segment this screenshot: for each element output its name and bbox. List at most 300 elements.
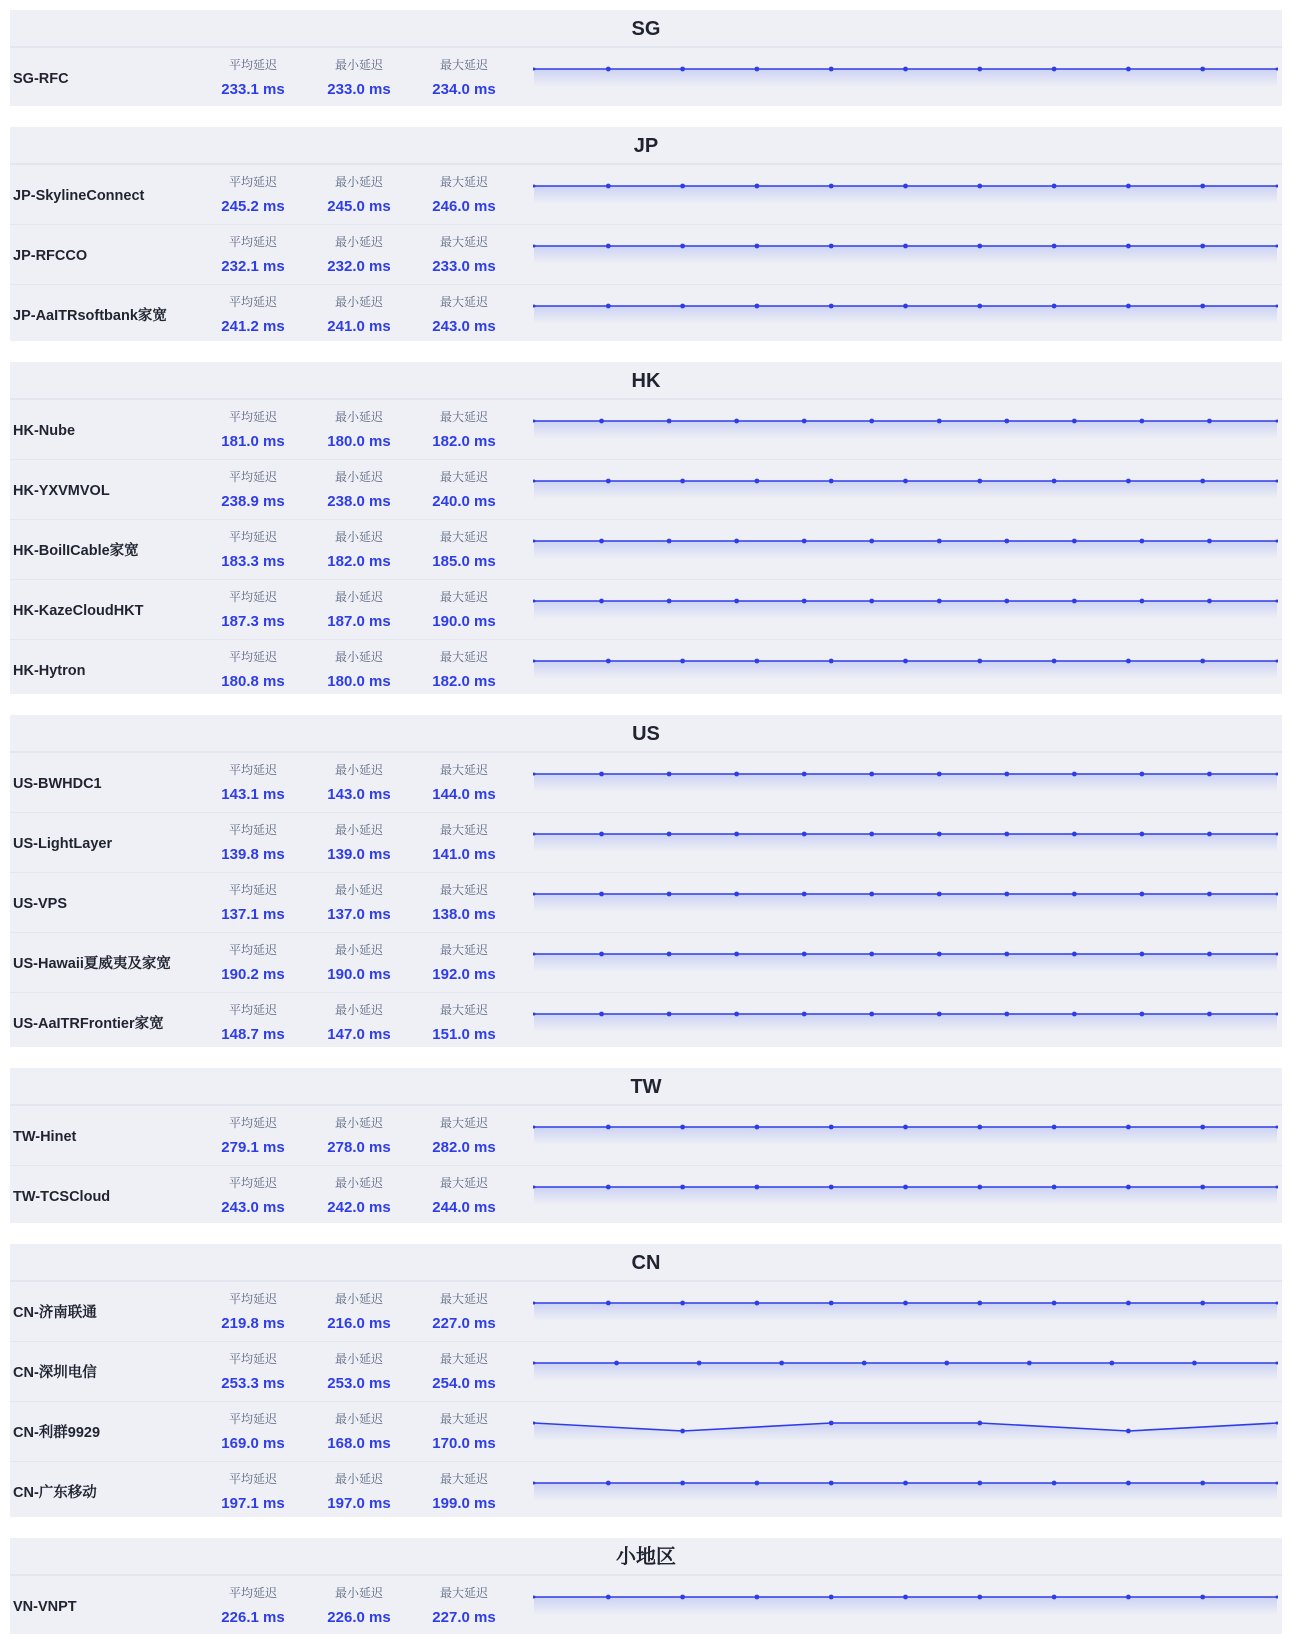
sparkline-point	[734, 832, 739, 837]
max-latency-stat	[409, 1292, 519, 1333]
sparkline-point	[1052, 1481, 1057, 1486]
sparkline-point	[599, 419, 604, 424]
node-name: CN-利群9929	[13, 1425, 101, 1441]
avg-latency-stat	[198, 1176, 308, 1217]
node-name: HK-KazeCloudHKT	[13, 603, 144, 619]
min-latency-stat	[304, 650, 414, 691]
region-title: TW	[630, 1076, 662, 1098]
min-latency-stat	[304, 590, 414, 631]
min-latency-label: 最小延迟	[334, 295, 383, 309]
avg-latency-value: 238.9 ms	[221, 493, 285, 510]
sparkline-point	[1052, 67, 1057, 72]
node-row[interactable]	[10, 992, 1282, 1052]
sparkline-point	[937, 419, 942, 424]
min-latency-stat	[304, 1003, 414, 1044]
avg-latency-stat	[198, 58, 308, 99]
sparkline-area	[534, 1363, 1277, 1381]
sparkline-point	[599, 772, 604, 777]
sparkline-point	[755, 1301, 760, 1306]
latency-sparkline	[533, 1282, 1278, 1341]
sparkline-point	[667, 952, 672, 957]
sparkline-point	[1052, 1301, 1057, 1306]
latency-sparkline	[533, 873, 1278, 932]
sparkline-point	[869, 832, 874, 837]
min-latency-label: 最小延迟	[334, 175, 383, 189]
sparkline-point	[1004, 599, 1009, 604]
max-latency-stat	[409, 1586, 519, 1627]
avg-latency-label: 平均延迟	[228, 590, 277, 604]
sparkline-point	[599, 832, 604, 837]
sparkline-point	[1207, 952, 1212, 957]
sparkline-point	[1126, 1185, 1131, 1190]
sparkline-area	[534, 1423, 1277, 1441]
sparkline-point	[667, 892, 672, 897]
sparkline-point	[755, 67, 760, 72]
sparkline-point	[1207, 1012, 1212, 1017]
avg-latency-stat	[198, 943, 308, 984]
avg-latency-value: 219.8 ms	[221, 1315, 285, 1332]
max-latency-stat	[409, 1412, 519, 1453]
sparkline-point	[1126, 184, 1131, 189]
latency-sparkline	[533, 753, 1278, 812]
avg-latency-label: 平均延迟	[228, 58, 277, 72]
max-latency-label: 最大延迟	[439, 1116, 488, 1130]
sparkline-point	[1200, 1185, 1205, 1190]
region-title: JP	[633, 135, 659, 157]
sparkline-point	[869, 772, 874, 777]
min-latency-value: 197.0 ms	[327, 1495, 391, 1512]
node-name: JP-AaITRsoftbank家宽	[13, 308, 167, 324]
sparkline-point	[1072, 599, 1077, 604]
node-row[interactable]	[10, 872, 1282, 932]
avg-latency-value: 137.1 ms	[221, 906, 285, 923]
max-latency-value: 227.0 ms	[432, 1315, 496, 1332]
min-latency-stat	[304, 410, 414, 451]
node-name: HK-Nube	[13, 423, 76, 439]
min-latency-value: 226.0 ms	[327, 1609, 391, 1626]
min-latency-label: 最小延迟	[334, 530, 383, 544]
sparkline-point	[829, 184, 834, 189]
min-latency-value: 180.0 ms	[327, 673, 391, 690]
max-latency-stat	[409, 763, 519, 804]
sparkline-point	[1126, 479, 1131, 484]
sparkline-point	[1052, 244, 1057, 249]
latency-sparkline	[533, 1462, 1278, 1521]
sparkline-point	[903, 244, 908, 249]
node-row[interactable]	[10, 1341, 1282, 1401]
min-latency-value: 245.0 ms	[327, 198, 391, 215]
sparkline-point	[1052, 1595, 1057, 1600]
sparkline-area	[534, 421, 1277, 439]
min-latency-stat	[304, 763, 414, 804]
avg-latency-value: 169.0 ms	[221, 1435, 285, 1452]
sparkline-point	[903, 479, 908, 484]
avg-latency-label: 平均延迟	[228, 1586, 277, 1600]
sparkline-point	[1004, 772, 1009, 777]
node-name: TW-Hinet	[13, 1129, 77, 1145]
node-row[interactable]	[10, 224, 1282, 284]
sparkline-point	[802, 832, 807, 837]
latency-sparkline	[533, 933, 1278, 992]
sparkline-point	[903, 67, 908, 72]
max-latency-label: 最大延迟	[439, 58, 488, 72]
sparkline-point	[1200, 479, 1205, 484]
sparkline-point	[599, 599, 604, 604]
max-latency-label: 最大延迟	[439, 295, 488, 309]
region-group	[10, 362, 1282, 694]
max-latency-label: 最大延迟	[439, 235, 488, 249]
sparkline-point	[1126, 1125, 1131, 1130]
min-latency-stat	[304, 943, 414, 984]
sparkline-area	[534, 661, 1277, 679]
sparkline-point	[680, 184, 685, 189]
sparkline-point	[802, 892, 807, 897]
sparkline-area	[534, 69, 1277, 87]
node-row[interactable]	[10, 639, 1282, 699]
max-latency-value: 192.0 ms	[432, 966, 496, 983]
sparkline-point	[903, 304, 908, 309]
region-group	[10, 1244, 1282, 1517]
sparkline-point	[1052, 479, 1057, 484]
sparkline-point	[606, 184, 611, 189]
sparkline-point	[937, 1012, 942, 1017]
min-latency-value: 241.0 ms	[327, 318, 391, 335]
sparkline-point	[1004, 892, 1009, 897]
latency-sparkline	[533, 1166, 1278, 1225]
sparkline-point	[937, 892, 942, 897]
node-row[interactable]	[10, 459, 1282, 519]
max-latency-label: 最大延迟	[439, 1586, 488, 1600]
sparkline-area	[534, 894, 1277, 912]
avg-latency-value: 187.3 ms	[221, 613, 285, 630]
sparkline-point	[697, 1361, 702, 1366]
sparkline-point	[680, 304, 685, 309]
sparkline-point	[937, 539, 942, 544]
sparkline-area	[534, 1127, 1277, 1145]
max-latency-stat	[409, 823, 519, 864]
max-latency-label: 最大延迟	[439, 175, 488, 189]
sparkline-point	[903, 1481, 908, 1486]
sparkline-point	[1004, 832, 1009, 837]
sparkline-point	[937, 599, 942, 604]
sparkline-point	[1109, 1361, 1114, 1366]
sparkline-area	[534, 1187, 1277, 1205]
sparkline-point	[1072, 832, 1077, 837]
sparkline-area	[534, 1597, 1277, 1615]
sparkline-point	[903, 1595, 908, 1600]
max-latency-stat	[409, 470, 519, 511]
max-latency-stat	[409, 1176, 519, 1217]
node-row[interactable]	[10, 284, 1282, 344]
node-row[interactable]	[10, 399, 1282, 459]
max-latency-value: 282.0 ms	[432, 1139, 496, 1156]
node-row[interactable]	[10, 1165, 1282, 1225]
sparkline-point	[1126, 1429, 1131, 1434]
node-row[interactable]	[10, 579, 1282, 639]
region-group	[10, 715, 1282, 1047]
min-latency-stat	[304, 1352, 414, 1393]
node-name: TW-TCSCloud	[13, 1189, 111, 1205]
avg-latency-label: 平均延迟	[228, 235, 277, 249]
node-row[interactable]	[10, 1575, 1282, 1635]
sparkline-point	[680, 1481, 685, 1486]
sparkline-point	[1052, 1185, 1057, 1190]
sparkline-point	[977, 67, 982, 72]
max-latency-label: 最大延迟	[439, 763, 488, 777]
node-row[interactable]	[10, 812, 1282, 872]
avg-latency-stat	[198, 1412, 308, 1453]
sparkline-point	[869, 952, 874, 957]
latency-sparkline	[533, 400, 1278, 459]
min-latency-stat	[304, 175, 414, 216]
avg-latency-label: 平均延迟	[228, 1412, 277, 1426]
latency-sparkline	[533, 165, 1278, 224]
node-name: US-Hawaii夏威夷及家宽	[13, 956, 171, 972]
max-latency-label: 最大延迟	[439, 530, 488, 544]
min-latency-label: 最小延迟	[334, 650, 383, 664]
sparkline-point	[829, 1185, 834, 1190]
avg-latency-label: 平均延迟	[228, 530, 277, 544]
max-latency-stat	[409, 650, 519, 691]
sparkline-point	[1200, 1125, 1205, 1130]
sparkline-point	[1200, 244, 1205, 249]
node-row[interactable]	[10, 1105, 1282, 1165]
sparkline-point	[829, 1125, 834, 1130]
max-latency-value: 141.0 ms	[432, 846, 496, 863]
sparkline-point	[1072, 419, 1077, 424]
sparkline-area	[534, 186, 1277, 204]
max-latency-value: 240.0 ms	[432, 493, 496, 510]
sparkline-point	[829, 67, 834, 72]
sparkline-point	[680, 1125, 685, 1130]
node-name: CN-深圳电信	[13, 1365, 97, 1381]
region-group	[10, 1538, 1282, 1634]
max-latency-label: 最大延迟	[439, 590, 488, 604]
sparkline-point	[1207, 892, 1212, 897]
sparkline-area	[534, 1483, 1277, 1501]
min-latency-label: 最小延迟	[334, 235, 383, 249]
min-latency-value: 233.0 ms	[327, 81, 391, 98]
max-latency-stat	[409, 530, 519, 571]
min-latency-stat	[304, 883, 414, 924]
node-name: US-BWHDC1	[13, 776, 102, 792]
sparkline-point	[869, 1012, 874, 1017]
latency-sparkline	[533, 1106, 1278, 1165]
region-group	[10, 10, 1282, 106]
sparkline-point	[903, 1185, 908, 1190]
avg-latency-stat	[198, 175, 308, 216]
min-latency-value: 137.0 ms	[327, 906, 391, 923]
sparkline-point	[680, 1185, 685, 1190]
min-latency-stat	[304, 295, 414, 336]
sparkline-point	[869, 539, 874, 544]
avg-latency-label: 平均延迟	[228, 1352, 277, 1366]
node-row[interactable]	[10, 47, 1282, 107]
min-latency-value: 143.0 ms	[327, 786, 391, 803]
sparkline-point	[802, 539, 807, 544]
sparkline-point	[779, 1361, 784, 1366]
region-header	[10, 1068, 1282, 1105]
avg-latency-label: 平均延迟	[228, 410, 277, 424]
min-latency-stat	[304, 823, 414, 864]
latency-sparkline	[533, 640, 1278, 699]
max-latency-value: 234.0 ms	[432, 81, 496, 98]
min-latency-value: 238.0 ms	[327, 493, 391, 510]
sparkline-point	[977, 479, 982, 484]
avg-latency-value: 139.8 ms	[221, 846, 285, 863]
max-latency-label: 最大延迟	[439, 1292, 488, 1306]
sparkline-point	[755, 479, 760, 484]
sparkline-point	[937, 952, 942, 957]
sparkline-point	[869, 419, 874, 424]
sparkline-point	[1200, 1301, 1205, 1306]
sparkline-point	[903, 184, 908, 189]
sparkline-point	[606, 244, 611, 249]
sparkline-point	[755, 1185, 760, 1190]
max-latency-stat	[409, 1116, 519, 1157]
min-latency-label: 最小延迟	[334, 763, 383, 777]
sparkline-point	[1140, 539, 1145, 544]
sparkline-point	[734, 772, 739, 777]
avg-latency-value: 226.1 ms	[221, 1609, 285, 1626]
sparkline-point	[755, 244, 760, 249]
sparkline-point	[829, 479, 834, 484]
max-latency-label: 最大延迟	[439, 1412, 488, 1426]
max-latency-label: 最大延迟	[439, 883, 488, 897]
max-latency-value: 233.0 ms	[432, 258, 496, 275]
max-latency-value: 144.0 ms	[432, 786, 496, 803]
avg-latency-label: 平均延迟	[228, 470, 277, 484]
sparkline-point	[1126, 659, 1131, 664]
sparkline-point	[802, 952, 807, 957]
sparkline-point	[977, 659, 982, 664]
sparkline-point	[606, 659, 611, 664]
avg-latency-label: 平均延迟	[228, 1292, 277, 1306]
sparkline-point	[903, 659, 908, 664]
sparkline-area	[534, 834, 1277, 852]
sparkline-point	[829, 244, 834, 249]
sparkline-point	[606, 1481, 611, 1486]
node-row[interactable]	[10, 1281, 1282, 1341]
node-row[interactable]	[10, 1401, 1282, 1461]
region-header	[10, 127, 1282, 164]
avg-latency-label: 平均延迟	[228, 175, 277, 189]
max-latency-value: 243.0 ms	[432, 318, 496, 335]
region-title: 小地区	[616, 1546, 676, 1568]
sparkline-point	[755, 1481, 760, 1486]
avg-latency-value: 180.8 ms	[221, 673, 285, 690]
sparkline-point	[1126, 67, 1131, 72]
latency-sparkline	[533, 813, 1278, 872]
avg-latency-label: 平均延迟	[228, 883, 277, 897]
avg-latency-stat	[198, 763, 308, 804]
min-latency-value: 187.0 ms	[327, 613, 391, 630]
sparkline-point	[680, 659, 685, 664]
sparkline-point	[977, 304, 982, 309]
node-row[interactable]	[10, 164, 1282, 224]
sparkline-point	[802, 772, 807, 777]
sparkline-point	[606, 67, 611, 72]
node-row[interactable]	[10, 519, 1282, 579]
sparkline-point	[944, 1361, 949, 1366]
sparkline-point	[1140, 772, 1145, 777]
min-latency-label: 最小延迟	[334, 1352, 383, 1366]
min-latency-value: 182.0 ms	[327, 553, 391, 570]
max-latency-label: 最大延迟	[439, 470, 488, 484]
min-latency-stat	[304, 1586, 414, 1627]
min-latency-stat	[304, 1472, 414, 1513]
min-latency-value: 253.0 ms	[327, 1375, 391, 1392]
min-latency-label: 最小延迟	[334, 590, 383, 604]
avg-latency-stat	[198, 1472, 308, 1513]
max-latency-stat	[409, 58, 519, 99]
max-latency-stat	[409, 175, 519, 216]
min-latency-label: 最小延迟	[334, 1586, 383, 1600]
sparkline-point	[606, 1125, 611, 1130]
max-latency-value: 190.0 ms	[432, 613, 496, 630]
min-latency-stat	[304, 1412, 414, 1453]
sparkline-point	[1200, 659, 1205, 664]
node-row[interactable]	[10, 1461, 1282, 1521]
min-latency-stat	[304, 470, 414, 511]
sparkline-point	[734, 892, 739, 897]
sparkline-point	[1052, 1125, 1057, 1130]
sparkline-point	[1004, 419, 1009, 424]
node-row[interactable]	[10, 932, 1282, 992]
avg-latency-value: 190.2 ms	[221, 966, 285, 983]
min-latency-label: 最小延迟	[334, 883, 383, 897]
sparkline-point	[734, 599, 739, 604]
avg-latency-value: 148.7 ms	[221, 1026, 285, 1043]
sparkline-point	[1140, 419, 1145, 424]
sparkline-point	[599, 1012, 604, 1017]
min-latency-label: 最小延迟	[334, 1412, 383, 1426]
max-latency-value: 182.0 ms	[432, 433, 496, 450]
max-latency-stat	[409, 590, 519, 631]
max-latency-label: 最大延迟	[439, 410, 488, 424]
avg-latency-value: 233.1 ms	[221, 81, 285, 98]
node-row[interactable]	[10, 752, 1282, 812]
sparkline-point	[862, 1361, 867, 1366]
avg-latency-label: 平均延迟	[228, 1176, 277, 1190]
sparkline-point	[755, 304, 760, 309]
region-group	[10, 127, 1282, 341]
sparkline-point	[977, 1125, 982, 1130]
sparkline-point	[1126, 1595, 1131, 1600]
node-name: US-LightLayer	[13, 836, 113, 852]
max-latency-value: 246.0 ms	[432, 198, 496, 215]
sparkline-point	[667, 419, 672, 424]
region-title: CN	[631, 1252, 661, 1274]
node-name: US-AaITRFrontier家宽	[13, 1016, 164, 1032]
avg-latency-label: 平均延迟	[228, 1003, 277, 1017]
min-latency-stat	[304, 1176, 414, 1217]
sparkline-point	[1052, 659, 1057, 664]
sparkline-point	[1072, 1012, 1077, 1017]
sparkline-point	[1207, 419, 1212, 424]
avg-latency-stat	[198, 823, 308, 864]
sparkline-point	[1200, 184, 1205, 189]
avg-latency-value: 243.0 ms	[221, 1199, 285, 1216]
sparkline-point	[829, 1301, 834, 1306]
sparkline-point	[1126, 1301, 1131, 1306]
avg-latency-stat	[198, 1292, 308, 1333]
max-latency-label: 最大延迟	[439, 650, 488, 664]
node-name: JP-RFCCO	[13, 248, 88, 264]
sparkline-area	[534, 481, 1277, 499]
avg-latency-stat	[198, 470, 308, 511]
avg-latency-stat	[198, 1003, 308, 1044]
